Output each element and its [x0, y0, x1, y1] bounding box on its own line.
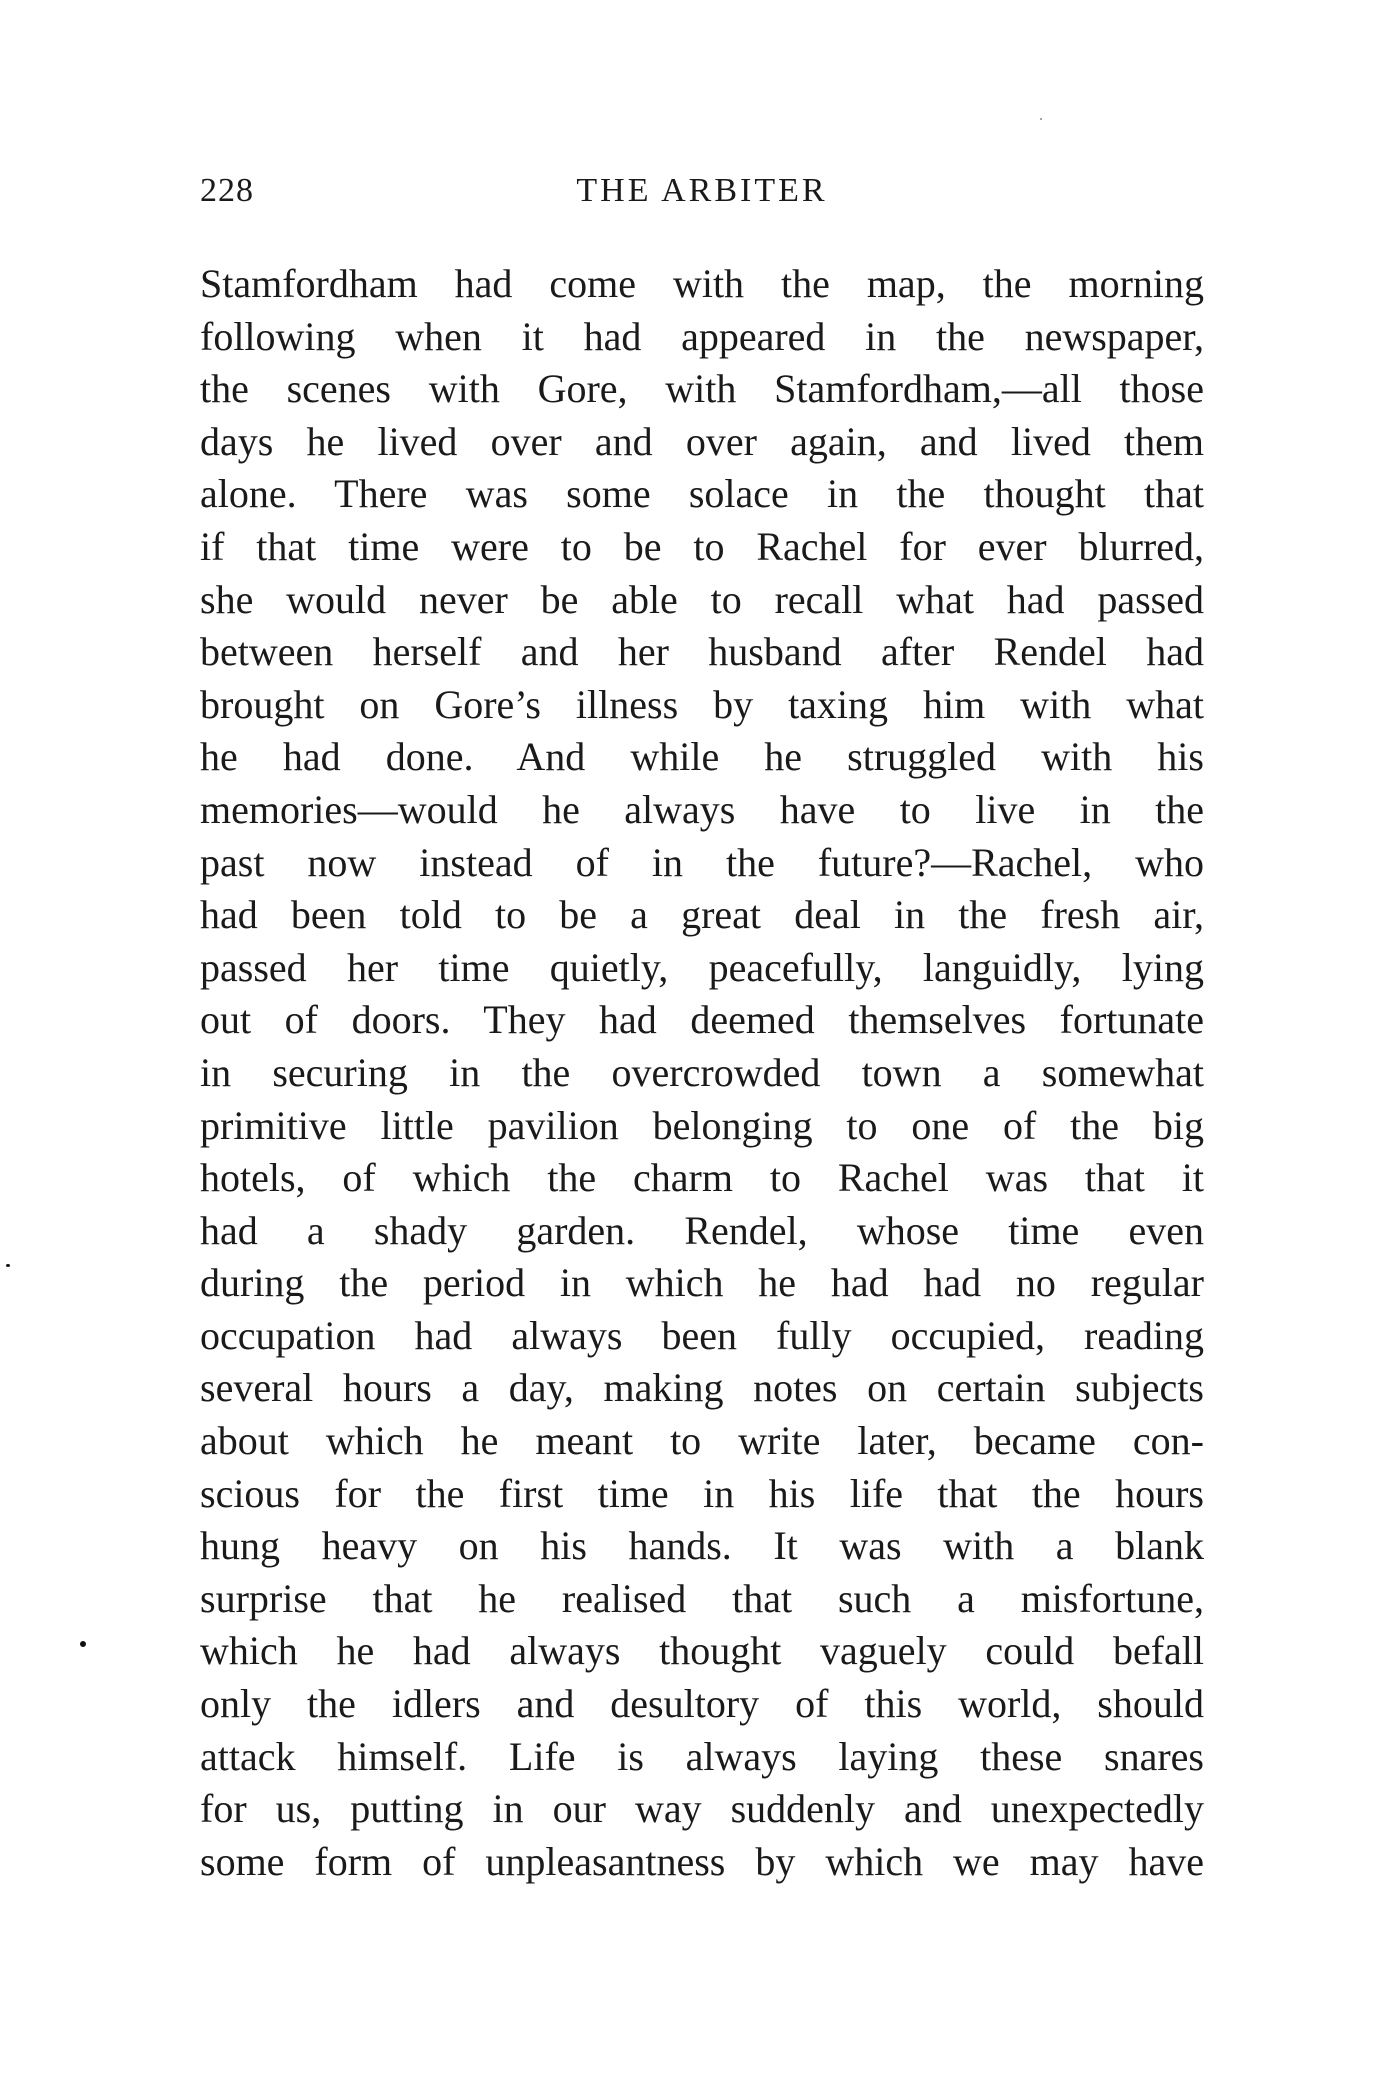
text-line: he had done. And while he struggled with his — [200, 734, 1204, 780]
ink-speck — [6, 1264, 10, 1267]
text-line: primitive little pavilion belonging to one of the big — [200, 1102, 1204, 1148]
text-line: alone. There was some solace in the thought that — [200, 471, 1204, 517]
text-line: only the idlers and desultory of this world, should — [200, 1681, 1204, 1727]
text-line: brought on Gore’s illness by taxing him with what — [200, 681, 1204, 727]
running-head: THE ARBITER — [576, 172, 828, 209]
text-line: about which he meant to write later, became con- — [200, 1418, 1204, 1464]
text-line: some form of unpleasantness by which we may have — [200, 1838, 1204, 1884]
text-line: memories—would he always have to live in the — [200, 786, 1204, 832]
text-line: had been told to be a great deal in the fresh air, — [200, 892, 1204, 938]
text-line: surprise that he realised that such a misfortune, — [200, 1575, 1204, 1621]
text-line: between herself and her husband after Rendel had — [200, 629, 1204, 675]
text-line: out of doors. They had deemed themselves fortunate — [200, 997, 1204, 1043]
text-line: several hours a day, making notes on certain subjects — [200, 1365, 1204, 1411]
page-number: 228 — [200, 172, 254, 209]
body-text — [200, 258, 1204, 1888]
text-line: she would never be able to recall what had passed — [200, 576, 1204, 622]
text-line: in securing in the overcrowded town a somewhat — [200, 1049, 1204, 1095]
text-line: days he lived over and over again, and lived them — [200, 418, 1204, 464]
text-line: hung heavy on his hands. It was with a blank — [200, 1523, 1204, 1569]
text-line: which he had always thought vaguely could befall — [200, 1628, 1204, 1674]
text-line: Stamfordham had come with the map, the morning — [200, 261, 1204, 306]
text-line: during the period in which he had had no regular — [200, 1260, 1204, 1306]
text-line: occupation had always been fully occupied, reading — [200, 1312, 1204, 1358]
text-line: had a shady garden. Rendel, whose time even — [200, 1207, 1204, 1253]
text-line: if that time were to be to Rachel for ever blurred, — [200, 523, 1204, 569]
text-line: passed her time quietly, peacefully, languidly, lying — [200, 944, 1204, 990]
ink-speck — [80, 1641, 86, 1647]
text-line: scious for the first time in his life that the hours — [200, 1470, 1204, 1516]
text-line: attack himself. Life is always laying these snares — [200, 1733, 1204, 1779]
text-line: the scenes with Gore, with Stamfordham,—all those — [200, 366, 1204, 412]
text-line: past now instead of in the future?—Rachel, who — [200, 839, 1204, 885]
text-line: hotels, of which the charm to Rachel was that it — [200, 1155, 1204, 1201]
page-header — [200, 172, 1204, 220]
text-line: for us, putting in our way suddenly and unexpectedly — [200, 1786, 1204, 1832]
ink-speck — [1040, 118, 1042, 120]
text-line: following when it had appeared in the newspaper, — [200, 313, 1204, 359]
